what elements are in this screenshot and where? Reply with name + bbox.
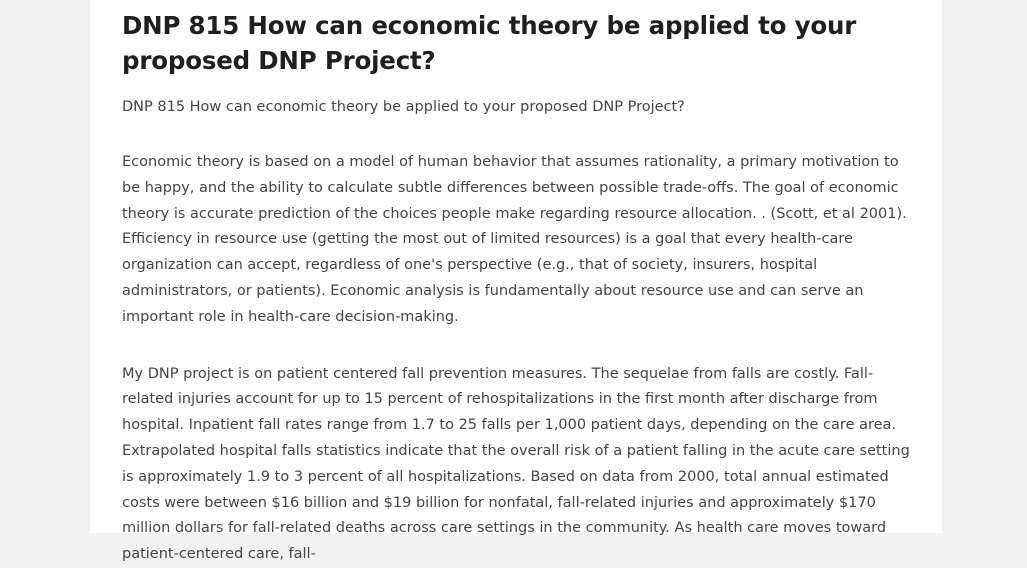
page-title: DNP 815 How can economic theory be applied to your proposed DNP Project? xyxy=(122,11,857,75)
article-subtitle: DNP 815 How can economic theory be applied to your proposed DNP Project? xyxy=(122,99,685,115)
paragraph-dnp-project: My DNP project is on patient centered fall prevention measures. The sequelae from falls are costly. Fall-related injuries account for up to 15 percent of rehospitalizations in the first month after discharge from hospital. Inpatient fall rates range from 1.7 to 25 falls per 1,000 patient days, depending on the care area. Extrapolated hospital falls statistics indicate that the overall risk of a patient falling in the acute care setting is approximately 1.9 to 3 percent of all hospitalizations. Based on data from 2000, total annual estimated costs were between $16 billion and $19 billion for nonfatal, fall-related injuries and approximately $170 million dollars for fall-related deaths across care settings in the community. As health care moves toward patient-centered care, fall- xyxy=(122,365,910,563)
paragraph-economic-theory: Economic theory is based on a model of human behavior that assumes rationality, a primary motivation to be happy, and the ability to calculate subtle differences between possible trade-offs. The goal of economic theory is accurate prediction of the choices people make regarding resource allocation. . (Scott, et al 2001). Efficiency in resource use (getting the most out of limited resources) is a goal that every health-care organization can accept, regardless of one's perspective (e.g., that of society, insurers, hospital administrators, or patients). Economic analysis is fundamentally about resource use and can serve an important role in health-care decision-making. xyxy=(122,154,907,325)
article xyxy=(122,8,912,568)
page xyxy=(90,0,942,563)
